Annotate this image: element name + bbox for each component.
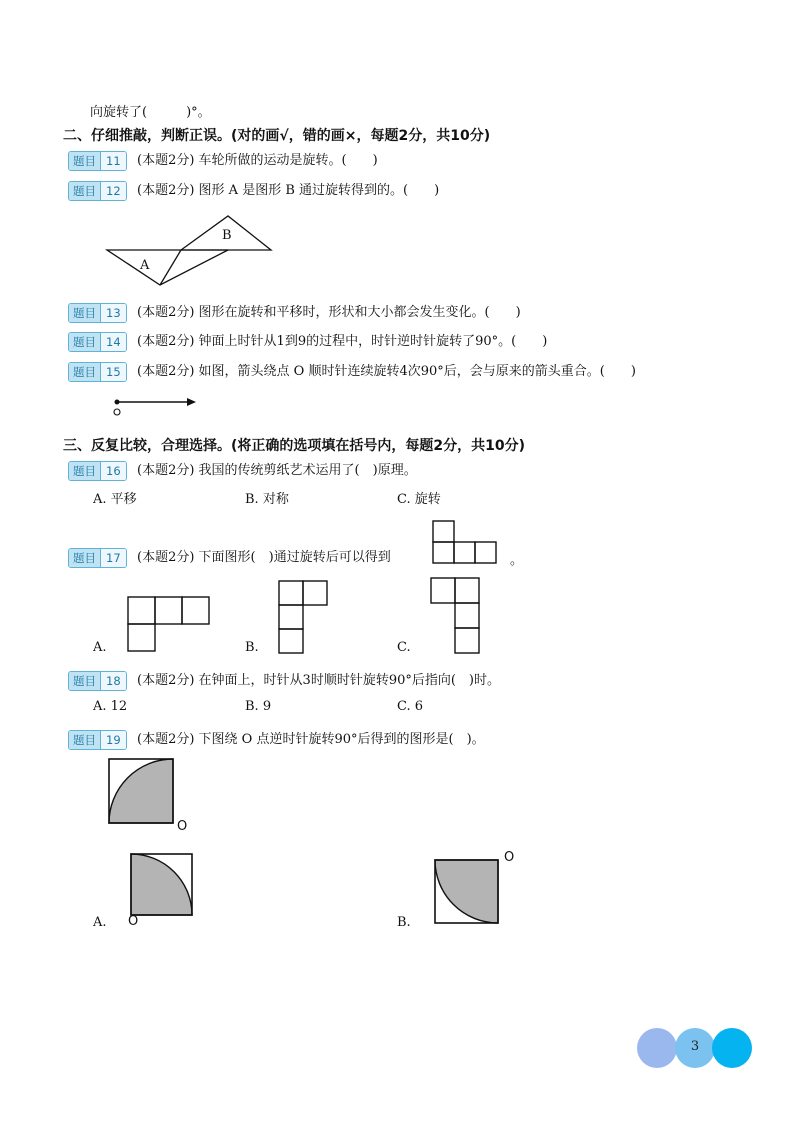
page-deco-circle-right [712,1028,752,1068]
q19-original-shape [109,759,173,823]
label-b: B [222,228,232,243]
badge-label: 题目 [69,333,100,351]
q19-option-a: A. [93,915,107,930]
label-a: A [140,258,150,273]
page-number-circle [675,1028,715,1068]
q17-option-a: A. [93,640,107,655]
badge-label: 题目 [69,549,100,567]
page-deco-circle-left [637,1028,677,1068]
q16-option-b: B. 对称 [245,492,289,507]
question-16-text: (本题2分) 我国的传统剪纸艺术运用了( )原理。 [137,463,417,478]
q19-a-o-label: O [128,914,139,929]
badge-number: 15 [100,363,126,381]
q17-option-c: C. [397,640,411,655]
badge-label: 题目 [69,672,100,690]
q18-option-b: B. 9 [245,699,272,714]
question-11-text: (本题2分) 车轮所做的运动是旋转。( ) [137,153,378,168]
badge-label: 题目 [69,182,100,200]
badge-number: 14 [100,333,126,351]
badge-number: 16 [100,462,126,480]
question-12-text: (本题2分) 图形 A 是图形 B 通过旋转得到的。( ) [137,183,440,198]
q17-option-b: B. [245,640,259,655]
question-18-text: (本题2分) 在钟面上，时针从3时顺时针旋转90°后指向( )时。 [137,673,501,688]
badge-number: 11 [100,152,126,170]
badge-number: 19 [100,731,126,749]
badge-number: 13 [100,304,126,322]
q19-b-o-label: O [504,850,515,865]
q19-shape-b [435,860,498,923]
question-15-text: (本题2分) 如图，箭头绕点 O 顺时针连续旋转4次90°后，会与原来的箭头重合。( ) [137,364,636,379]
badge-label: 题目 [69,304,100,322]
section-2-heading: 二、仔细推敲，判断正误。(对的画√，错的画×，每题2分，共10分) [63,128,491,144]
badge-label: 题目 [69,731,100,749]
page-number: 3 [690,1039,700,1054]
question-17-text: (本题2分) 下面图形( )通过旋转后可以得到 [137,550,391,565]
badge-label: 题目 [69,152,100,170]
q19-original-o-label: O [177,819,188,834]
q16-option-a: A. 平移 [93,492,137,507]
q16-option-c: C. 旋转 [397,492,441,507]
continued-line: 向旋转了( )°。 [90,105,211,120]
badge-label: 题目 [69,363,100,381]
question-13-text: (本题2分) 图形在旋转和平移时，形状和大小都会发生变化。( ) [137,305,521,320]
badge-number: 18 [100,672,126,690]
q18-option-a: A. 12 [93,699,128,714]
q19-option-b: B. [397,915,411,930]
badge-number: 12 [100,182,126,200]
question-14-text: (本题2分) 钟面上时针从1到9的过程中，时针逆时针旋转了90°。( ) [137,334,548,349]
question-19-text: (本题2分) 下图绕 O 点逆时针旋转90°后得到的图形是( )。 [137,732,485,747]
section-3-heading: 三、反复比较，合理选择。(将正确的选项填在括号内，每题2分，共10分) [63,438,526,454]
question-17-tail: 。 [510,553,524,568]
badge-label: 题目 [69,462,100,480]
q19-shape-a [131,854,192,915]
badge-number: 17 [100,549,126,567]
q18-option-c: C. 6 [397,699,424,714]
